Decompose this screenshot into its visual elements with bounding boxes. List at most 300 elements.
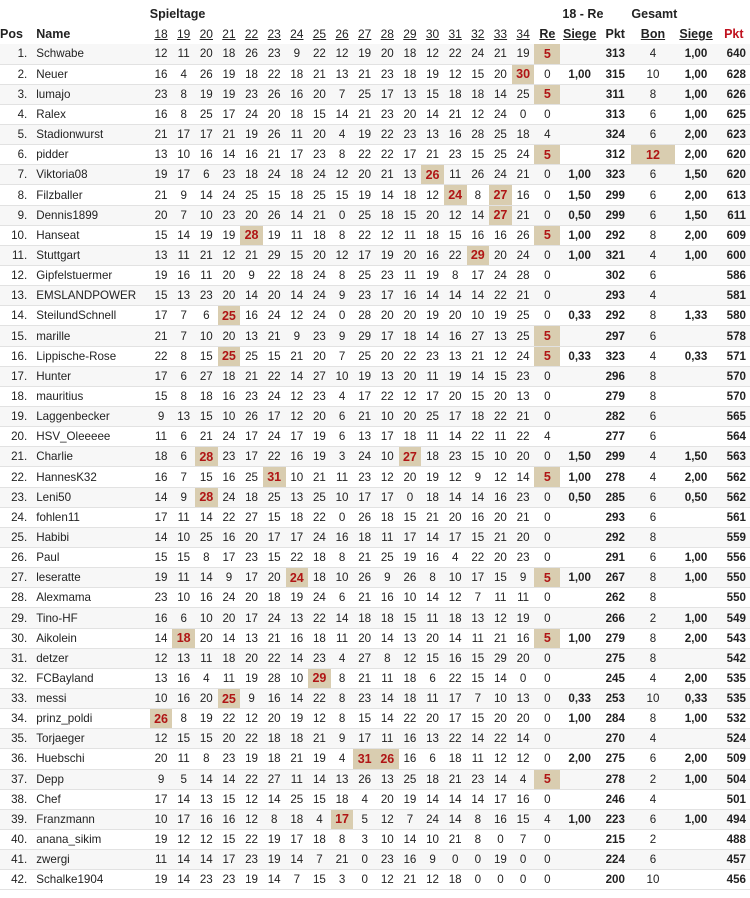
matchday-points-cell: 20 <box>240 588 263 608</box>
matchday-points-cell: 16 <box>399 850 422 870</box>
matchday-points-cell: 21 <box>308 205 331 225</box>
player-name-cell[interactable]: Hanseat <box>31 225 150 245</box>
player-name-cell[interactable]: fohlen11 <box>31 507 150 527</box>
matchday-header[interactable]: 30 <box>425 27 440 41</box>
matchday-points-cell: 17 <box>353 729 376 749</box>
matchday-header[interactable]: 31 <box>448 27 462 41</box>
matchday-points-cell: 20 <box>218 266 241 286</box>
matchday-points-cell: 20 <box>399 104 422 124</box>
matchday-points-cell: 12 <box>489 467 512 487</box>
matchday-points-cell: 17 <box>286 527 309 547</box>
siege-total-cell: 1,00 <box>675 568 718 588</box>
total-points-cell: 561 <box>718 507 750 527</box>
matchday-points-cell: 23 <box>240 386 263 406</box>
matchday-header[interactable]: 21 <box>222 27 236 41</box>
matchday-points-cell: 27 <box>353 648 376 668</box>
siege-total-cell: 1,50 <box>675 447 718 467</box>
player-name-cell[interactable]: Huebschi <box>31 749 150 769</box>
matchday-points-cell: 18 <box>331 789 354 809</box>
matchday-points-cell: 11 <box>150 850 173 870</box>
player-name-cell[interactable]: Schwabe <box>31 44 150 64</box>
player-name-cell[interactable]: Leni50 <box>31 487 150 507</box>
position-cell: 29. <box>0 608 31 628</box>
matchday-points-cell: 8 <box>331 668 354 688</box>
bonus-cell: 6 <box>631 850 674 870</box>
matchday-points-cell: 12 <box>172 829 195 849</box>
player-name-cell[interactable]: Stadionwurst <box>31 125 150 145</box>
player-name-cell[interactable]: EMSLANDPOWER <box>31 286 150 306</box>
matchday-points-cell: 18 <box>240 64 263 84</box>
matchday-points-cell: 19 <box>263 829 286 849</box>
bonus-cell: 8 <box>631 527 674 547</box>
matchday-points-cell: 24 <box>489 266 512 286</box>
player-name-cell[interactable]: Lippische-Rose <box>31 346 150 366</box>
player-name-cell[interactable]: messi <box>31 689 150 709</box>
matchday-points-cell: 19 <box>421 306 444 326</box>
matchday-points-cell: 14 <box>218 628 241 648</box>
matchday-points-cell: 18 <box>399 668 422 688</box>
total-points-cell: 494 <box>718 809 750 829</box>
matchday-points-cell: 11 <box>512 588 535 608</box>
position-cell: 8. <box>0 185 31 205</box>
player-name-cell[interactable]: Viktoria08 <box>31 165 150 185</box>
matchday-points-cell: 8 <box>331 829 354 849</box>
player-name-cell[interactable]: Neuer <box>31 64 150 84</box>
matchday-points-cell: 24 <box>263 165 286 185</box>
player-name-cell[interactable]: Filzballer <box>31 185 150 205</box>
total-points-cell: 549 <box>718 608 750 628</box>
matchday-points-cell: 19 <box>489 850 512 870</box>
matchday-header[interactable]: 32 <box>471 27 485 41</box>
matchday-points-cell: 17 <box>489 789 512 809</box>
matchday-points-cell: 26 <box>353 568 376 588</box>
re-points-cell: 5 <box>534 326 560 346</box>
matchday-points-cell: 14 <box>399 829 422 849</box>
matchday-points-cell: 4 <box>444 548 467 568</box>
total-points-cell: 611 <box>718 205 750 225</box>
matchday-points-cell: 8 <box>172 104 195 124</box>
matchday-points-cell: 25 <box>308 487 331 507</box>
matchday-points-cell: 9 <box>331 286 354 306</box>
player-name-cell[interactable]: Aikolein <box>31 628 150 648</box>
matchday-points-cell: 23 <box>263 44 286 64</box>
matchday-points-cell: 16 <box>240 306 263 326</box>
matchday-points-cell: 17 <box>218 104 241 124</box>
matchday-points-cell: 18 <box>286 809 309 829</box>
matchday-points-cell: 9 <box>172 487 195 507</box>
matchday-points-cell: 15 <box>353 709 376 729</box>
table-row <box>0 507 750 527</box>
matchday-points-cell: 21 <box>353 668 376 688</box>
bonus-cell: 10 <box>631 689 674 709</box>
pkt-cell: 279 <box>599 386 631 406</box>
matchday-header[interactable]: 19 <box>177 27 191 41</box>
player-name-cell[interactable]: anana_sikim <box>31 829 150 849</box>
pkt-cell: 246 <box>599 789 631 809</box>
matchday-points-cell: 20 <box>376 346 399 366</box>
player-name-cell[interactable]: Depp <box>31 769 150 789</box>
position-cell: 30. <box>0 628 31 648</box>
siege-cell <box>560 588 599 608</box>
matchday-points-cell: 17 <box>353 245 376 265</box>
re-points-cell: 0 <box>534 709 560 729</box>
player-name-cell[interactable]: Ralex <box>31 104 150 124</box>
matchday-points-cell: 20 <box>353 628 376 648</box>
matchday-points-cell: 19 <box>240 870 263 890</box>
matchday-points-cell: 22 <box>263 648 286 668</box>
matchday-points-cell: 14 <box>263 870 286 890</box>
matchday-points-cell: 17 <box>399 527 422 547</box>
player-name-cell[interactable]: Hunter <box>31 366 150 386</box>
matchday-header[interactable]: 25 <box>312 27 327 41</box>
matchday-points-cell: 16 <box>512 789 535 809</box>
siege-cell: 1,00 <box>560 568 599 588</box>
player-name-cell[interactable]: HannesK32 <box>31 467 150 487</box>
player-name-cell[interactable]: Laggenbecker <box>31 407 150 427</box>
player-name-cell[interactable]: Chef <box>31 789 150 809</box>
matchday-points-cell: 22 <box>444 44 467 64</box>
matchday-points-cell: 22 <box>444 729 467 749</box>
matchday-points-cell: 10 <box>172 527 195 547</box>
matchday-points-cell: 20 <box>399 467 422 487</box>
pkt-header: Pkt <box>605 27 625 41</box>
matchday-header[interactable]: 29 <box>403 27 417 41</box>
siege-header[interactable]: Siege <box>562 27 597 41</box>
matchday-points-cell: 6 <box>172 608 195 628</box>
matchday-points-cell: 26 <box>263 125 286 145</box>
total-points-cell: 586 <box>718 266 750 286</box>
matchday-points-cell: 22 <box>467 548 490 568</box>
matchday-points-cell: 6 <box>331 427 354 447</box>
bonus-cell: 6 <box>631 185 674 205</box>
pkt-cell: 284 <box>599 709 631 729</box>
total-points-cell: 620 <box>718 165 750 185</box>
matchday-points-cell: 22 <box>218 709 241 729</box>
re-points-cell: 0 <box>534 749 560 769</box>
matchday-points-cell: 10 <box>218 407 241 427</box>
matchday-points-cell: 20 <box>218 286 241 306</box>
matchday-points-cell: 23 <box>218 447 241 467</box>
matchday-points-cell: 16 <box>444 125 467 145</box>
matchday-points-cell: 21 <box>421 507 444 527</box>
pkt-cell: 315 <box>599 64 631 84</box>
matchday-header[interactable]: 34 <box>516 27 530 41</box>
matchday-header[interactable]: 33 <box>493 27 508 41</box>
matchday-points-cell: 25 <box>512 84 535 104</box>
matchday-points-cell: 24 <box>467 44 490 64</box>
siege-cell: 1,00 <box>560 467 599 487</box>
matchday-points-cell: 10 <box>421 829 444 849</box>
siege-cell: 0,33 <box>560 346 599 366</box>
player-name-cell[interactable]: Torjaeger <box>31 729 150 749</box>
total-points-cell: 563 <box>718 447 750 467</box>
matchday-points-cell: 18 <box>308 628 331 648</box>
total-points-cell: 535 <box>718 668 750 688</box>
pkt-cell: 313 <box>599 44 631 64</box>
siege-cell <box>560 407 599 427</box>
player-name-cell[interactable]: lumajo <box>31 84 150 104</box>
player-name-cell[interactable]: mauritius <box>31 386 150 406</box>
matchday-points-cell: 14 <box>195 568 218 588</box>
pkt-cell: 313 <box>599 104 631 124</box>
matchday-points-cell: 12 <box>421 185 444 205</box>
siege-cell: 0,50 <box>560 205 599 225</box>
matchday-points-cell: 16 <box>286 84 309 104</box>
matchday-points-cell: 13 <box>376 366 399 386</box>
player-name-cell[interactable]: Charlie <box>31 447 150 467</box>
matchday-points-cell: 19 <box>489 306 512 326</box>
pkt-cell: 279 <box>599 628 631 648</box>
matchday-points-cell: 9 <box>150 407 173 427</box>
matchday-points-cell: 15 <box>467 709 490 729</box>
matchday-points-cell: 25 <box>240 185 263 205</box>
matchday-points-cell: 25 <box>218 306 241 326</box>
matchday-points-cell: 13 <box>421 125 444 145</box>
matchday-header[interactable]: 22 <box>244 27 259 41</box>
matchday-points-cell: 18 <box>444 870 467 890</box>
bonus-cell: 10 <box>631 870 674 890</box>
matchday-points-cell: 14 <box>421 104 444 124</box>
matchday-points-cell: 14 <box>512 729 535 749</box>
siege-total-cell: 2,00 <box>675 145 718 165</box>
matchday-points-cell: 24 <box>512 245 535 265</box>
position-cell: 15. <box>0 326 31 346</box>
pkt-cell: 275 <box>599 749 631 769</box>
bonus-cell: 8 <box>631 84 674 104</box>
matchday-points-cell: 0 <box>467 850 490 870</box>
table-row <box>0 245 750 265</box>
total-points-cell: 535 <box>718 689 750 709</box>
matchday-points-cell: 6 <box>195 165 218 185</box>
matchday-points-cell: 15 <box>467 64 490 84</box>
matchday-points-cell: 21 <box>353 588 376 608</box>
matchday-points-cell: 13 <box>240 628 263 648</box>
standings-table <box>0 4 750 890</box>
matchday-points-cell: 15 <box>150 286 173 306</box>
siege-cell: 1,00 <box>560 809 599 829</box>
matchday-points-cell: 4 <box>353 789 376 809</box>
matchday-points-cell: 18 <box>421 447 444 467</box>
bonus-cell: 6 <box>631 427 674 447</box>
matchday-points-cell: 16 <box>286 628 309 648</box>
matchday-header[interactable]: 27 <box>358 27 372 41</box>
player-name-cell[interactable]: Tino-HF <box>31 608 150 628</box>
matchday-points-cell: 16 <box>150 467 173 487</box>
player-name-cell[interactable]: detzer <box>31 648 150 668</box>
matchday-points-cell: 15 <box>218 789 241 809</box>
table-row <box>0 366 750 386</box>
re-points-cell: 0 <box>534 668 560 688</box>
siege-total-cell: 1,00 <box>675 104 718 124</box>
matchday-points-cell: 14 <box>195 507 218 527</box>
matchday-points-cell: 14 <box>218 145 241 165</box>
re-header[interactable]: Re <box>539 27 556 41</box>
matchday-points-cell: 18 <box>286 64 309 84</box>
player-name-cell[interactable]: prinz_poldi <box>31 709 150 729</box>
re-points-cell: 0 <box>534 286 560 306</box>
matchday-points-cell: 22 <box>353 145 376 165</box>
matchday-points-cell: 19 <box>421 467 444 487</box>
matchday-points-cell: 18 <box>444 84 467 104</box>
matchday-points-cell: 21 <box>240 366 263 386</box>
matchday-points-cell: 20 <box>399 306 422 326</box>
player-name-cell[interactable]: Gipfelstuermer <box>31 266 150 286</box>
siege-total-cell: 1,33 <box>675 306 718 326</box>
siege-total-header[interactable]: Siege <box>679 27 713 41</box>
siege-total-cell <box>675 386 718 406</box>
matchday-points-cell: 12 <box>444 467 467 487</box>
player-name-cell[interactable]: FCBayland <box>31 668 150 688</box>
matchday-points-cell: 14 <box>444 286 467 306</box>
matchday-points-cell: 17 <box>376 487 399 507</box>
re-points-cell: 5 <box>534 346 560 366</box>
matchday-header[interactable]: 26 <box>335 27 349 41</box>
matchday-points-cell: 10 <box>444 568 467 588</box>
table-row <box>0 648 750 668</box>
matchday-points-cell: 20 <box>150 749 173 769</box>
matchday-points-cell: 11 <box>286 225 309 245</box>
matchday-points-cell: 20 <box>489 548 512 568</box>
matchday-points-cell: 8 <box>172 709 195 729</box>
name-header: Name <box>36 27 71 41</box>
matchday-points-cell: 27 <box>263 769 286 789</box>
matchday-points-cell: 16 <box>172 266 195 286</box>
matchday-header[interactable]: 28 <box>380 27 394 41</box>
matchday-points-cell: 19 <box>218 225 241 245</box>
matchday-header[interactable]: 24 <box>290 27 304 41</box>
siege-total-cell: 2,00 <box>675 628 718 648</box>
matchday-header[interactable]: 23 <box>267 27 281 41</box>
position-cell: 7. <box>0 165 31 185</box>
matchday-points-cell: 12 <box>195 829 218 849</box>
player-name-cell[interactable]: leseratte <box>31 568 150 588</box>
siege-total-cell: 2,00 <box>675 467 718 487</box>
matchday-points-cell: 21 <box>489 44 512 64</box>
matchday-points-cell: 6 <box>195 306 218 326</box>
pkt-cell: 292 <box>599 225 631 245</box>
total-points-cell: 532 <box>718 709 750 729</box>
matchday-points-cell: 9 <box>240 689 263 709</box>
matchday-points-cell: 20 <box>399 366 422 386</box>
matchday-points-cell: 10 <box>331 568 354 588</box>
matchday-points-cell: 3 <box>331 447 354 467</box>
matchday-points-cell: 6 <box>421 668 444 688</box>
position-cell: 28. <box>0 588 31 608</box>
pkt-cell: 292 <box>599 306 631 326</box>
matchday-points-cell: 15 <box>218 829 241 849</box>
table-row <box>0 346 750 366</box>
matchday-points-cell: 22 <box>263 266 286 286</box>
matchday-points-cell: 20 <box>444 306 467 326</box>
matchday-points-cell: 15 <box>195 729 218 749</box>
matchday-points-cell: 12 <box>376 809 399 829</box>
matchday-points-cell: 6 <box>331 407 354 427</box>
matchday-points-cell: 15 <box>467 668 490 688</box>
siege-cell: 1,00 <box>560 165 599 185</box>
matchday-points-cell: 0 <box>512 850 535 870</box>
matchday-points-cell: 20 <box>376 306 399 326</box>
matchday-points-cell: 25 <box>195 104 218 124</box>
table-row <box>0 588 750 608</box>
pkt-cell: 253 <box>599 689 631 709</box>
matchday-points-cell: 6 <box>421 749 444 769</box>
matchday-header[interactable]: 20 <box>199 27 213 41</box>
matchday-points-cell: 16 <box>399 729 422 749</box>
player-name-cell[interactable]: zwergi <box>31 850 150 870</box>
total-points-cell: 504 <box>718 769 750 789</box>
matchday-points-cell: 16 <box>150 64 173 84</box>
table-row <box>0 447 750 467</box>
player-name-cell[interactable]: SteilundSchnell <box>31 306 150 326</box>
player-name-cell[interactable]: Schalke1904 <box>31 870 150 890</box>
matchday-points-cell: 0 <box>331 306 354 326</box>
matchday-points-cell: 22 <box>399 346 422 366</box>
siege-cell: 1,50 <box>560 185 599 205</box>
matchday-points-cell: 4 <box>331 125 354 145</box>
matchday-points-cell: 20 <box>376 789 399 809</box>
matchday-points-cell: 14 <box>489 769 512 789</box>
matchday-points-cell: 8 <box>172 346 195 366</box>
matchday-points-cell: 20 <box>263 568 286 588</box>
matchday-points-cell: 25 <box>376 548 399 568</box>
matchday-points-cell: 13 <box>399 165 422 185</box>
matchday-points-cell: 10 <box>376 407 399 427</box>
siege-total-cell <box>675 326 718 346</box>
matchday-points-cell: 21 <box>263 145 286 165</box>
matchday-points-cell: 14 <box>195 850 218 870</box>
player-name-cell[interactable]: Franzmann <box>31 809 150 829</box>
matchday-points-cell: 18 <box>399 689 422 709</box>
player-name-cell[interactable]: Habibi <box>31 527 150 547</box>
player-name-cell[interactable]: HSV_Oleeeee <box>31 427 150 447</box>
matchday-points-cell: 22 <box>489 729 512 749</box>
matchday-points-cell: 7 <box>172 467 195 487</box>
table-row <box>0 789 750 809</box>
matchday-points-cell: 19 <box>150 568 173 588</box>
matchday-points-cell: 21 <box>195 245 218 265</box>
bon-header[interactable]: Bon <box>640 27 666 41</box>
player-name-cell[interactable]: Stuttgart <box>31 245 150 265</box>
matchday-points-cell: 19 <box>421 266 444 286</box>
player-name-cell[interactable]: Paul <box>31 548 150 568</box>
matchday-points-cell: 8 <box>331 145 354 165</box>
player-name-cell[interactable]: pidder <box>31 145 150 165</box>
siege-cell <box>560 608 599 628</box>
matchday-points-cell: 12 <box>399 386 422 406</box>
pkt-cell: 321 <box>599 245 631 265</box>
table-row <box>0 266 750 286</box>
table-row <box>0 689 750 709</box>
matchday-header[interactable]: 18 <box>154 27 168 41</box>
matchday-points-cell: 27 <box>308 366 331 386</box>
total-points-cell: 625 <box>718 104 750 124</box>
pkt-cell: 266 <box>599 608 631 628</box>
matchday-points-cell: 20 <box>421 628 444 648</box>
position-cell: 22. <box>0 467 31 487</box>
player-name-cell[interactable]: marille <box>31 326 150 346</box>
spieltage-group-header: Spieltage <box>149 7 206 21</box>
matchday-points-cell: 31 <box>263 467 286 487</box>
matchday-points-cell: 15 <box>399 507 422 527</box>
player-name-cell[interactable]: Dennis1899 <box>31 205 150 225</box>
player-name-cell[interactable]: Alexmama <box>31 588 150 608</box>
position-cell: 6. <box>0 145 31 165</box>
table-row <box>0 64 750 84</box>
matchday-points-cell: 7 <box>399 809 422 829</box>
matchday-points-cell: 5 <box>353 809 376 829</box>
matchday-points-cell: 19 <box>286 588 309 608</box>
re-points-cell: 0 <box>534 205 560 225</box>
